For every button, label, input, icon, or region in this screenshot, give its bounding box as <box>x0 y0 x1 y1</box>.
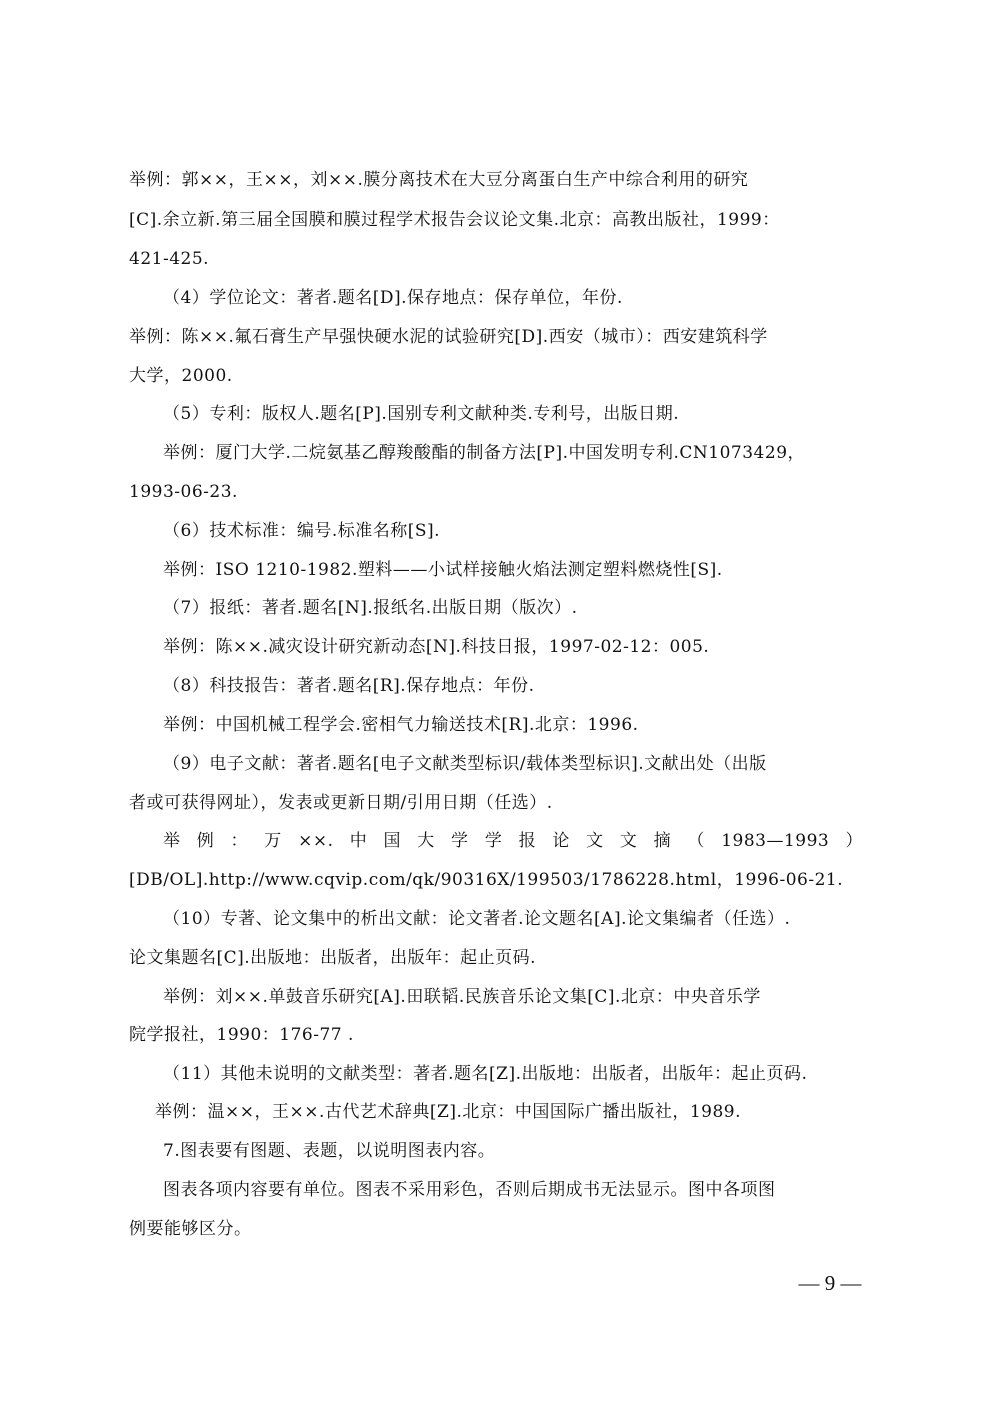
text-line: （6）技术标准：编号.标准名称[S]. <box>163 521 441 541</box>
text-line: （11）其他未说明的文献类型：著者.题名[Z].出版地：出版者，出版年：起止页码. <box>163 1064 808 1084</box>
text-line: 421-425. <box>129 249 210 269</box>
text-line: 论文集题名[C].出版地：出版者，出版年：起止页码. <box>129 948 537 968</box>
text-line: （4）学位论文：著者.题名[D].保存地点：保存单位，年份. <box>163 288 623 308</box>
text-line: [C].余立新.第三届全国膜和膜过程学术报告会议论文集.北京：高教出版社，1999： <box>129 210 780 230</box>
text-line: 举例：陈××.氟石膏生产早强快硬水泥的试验研究[D].西安（城市）：西安建筑科学 <box>129 327 768 347</box>
text-line: （7）报纸：著者.题名[N].报纸名.出版日期（版次）. <box>163 598 578 618</box>
text-line: [DB/OL].http://www.cqvip.com/qk/90316X/199503/1786228.html，1996-06-21. <box>129 870 844 890</box>
text-line: （5）专利：版权人.题名[P].国别专利文献种类.专利号，出版日期. <box>163 404 680 424</box>
text-line: 院学报社，1990：176-77 . <box>129 1025 354 1045</box>
text-line: 举例：ISO 1210-1982.塑料——小试样接触火焰法测定塑料燃烧性[S]. <box>163 560 723 580</box>
text-line: 举例：陈××.减灾设计研究新动态[N].科技日报，1997-02-12：005. <box>163 637 710 657</box>
text-line: 举例：厦门大学.二烷氨基乙醇羧酸酯的制备方法[P].中国发明专利.CN1073429， <box>163 443 806 463</box>
page-number: — 9 — <box>798 1271 862 1295</box>
text-line: （8）科技报告：著者.题名[R].保存地点：年份. <box>163 676 535 696</box>
text-line: 举例：中国机械工程学会.密相气力输送技术[R].北京：1996. <box>163 715 639 735</box>
text-line: 举例：刘××.单鼓音乐研究[A].田联韬.民族音乐论文集[C].北京：中央音乐学 <box>163 987 761 1007</box>
text-line: （9）电子文献：著者.题名[电子文献类型标识/载体类型标识].文献出处（出版 <box>163 754 767 774</box>
text-line: 1993-06-23. <box>129 482 238 502</box>
text-line: 7.图表要有图题、表题，以说明图表内容。 <box>163 1141 496 1161</box>
text-line: 举例：温××，王××.古代艺术辞典[Z].北京：中国国际广播出版社，1989. <box>155 1102 742 1122</box>
text-line: 举例：万××.中国大学学报论文文摘（1983—1993） <box>163 831 863 851</box>
text-line: 大学，2000. <box>129 366 233 386</box>
text-line: 图表各项内容要有单位。图表不采用彩色，否则后期成书无法显示。图中各项图 <box>163 1180 776 1200</box>
text-line: 举例：郭××，王××，刘××.膜分离技术在大豆分离蛋白生产中综合利用的研究 <box>129 170 749 190</box>
text-line: 者或可获得网址），发表或更新日期/引用日期（任选）. <box>129 793 553 813</box>
text-line: 例要能够区分。 <box>129 1219 252 1239</box>
text-line: （10）专著、论文集中的析出文献：论文著者.论文题名[A].论文集编者（任选）. <box>163 909 791 929</box>
